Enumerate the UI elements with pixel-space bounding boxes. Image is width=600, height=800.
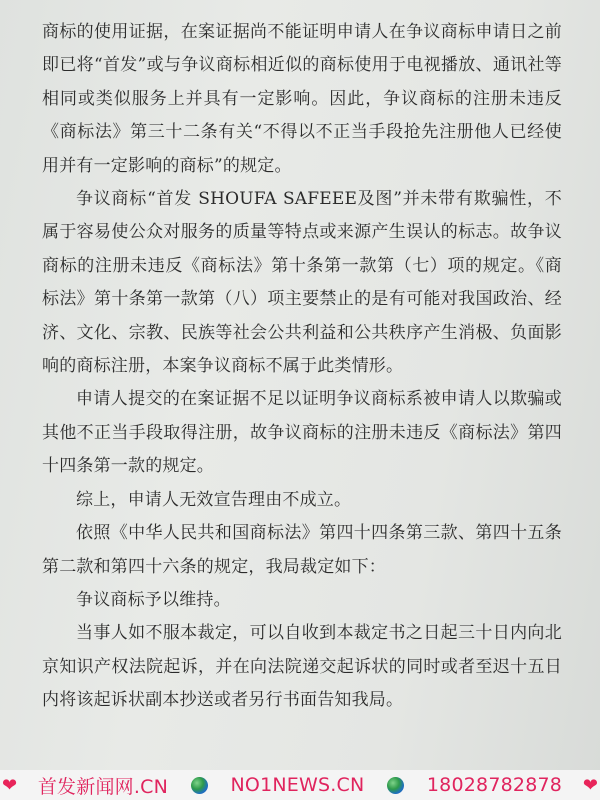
paragraph-6: 争议商标予以维持。	[76, 589, 231, 610]
watermark-footer	[0, 770, 600, 800]
paragraph-1: 商标的使用证据，在案证据尚不能证明申请人在争议商标申请日之前即已将“首发”或与争议商标相近似的商标使用于电视播放、通讯社等相同或类似服务上并具有一定影响。因此，争议商标的注册未违反《商标法》第三十二条有关“不得以不正当手段抢先注册他人已经使用并有一定影响的商标”的规定。	[42, 22, 562, 176]
paragraph-4: 综上，申请人无效宣告理由不成立。	[76, 489, 352, 510]
footer-site-name: 首发新闻网.CN	[37, 775, 168, 798]
footer-phone: 18028782878	[426, 774, 563, 796]
paragraph-3: 申请人提交的在案证据不足以证明争议商标系被申请人以欺骗或其他不正当手段取得注册，故争议商标的注册未违反《商标法》第四十四条第一款的规定。	[42, 389, 562, 477]
globe-icon	[191, 777, 208, 794]
heart-icon: ❤	[2, 774, 18, 796]
paragraph-2: 争议商标“首发 SHOUFA SAFEEE及图”并未带有欺骗性，不属于容易使公众对服务的质量等特点或来源产生误认的标志。故争议商标的注册未违反《商标法》第十条第一款第（七）项的规定。《商标法》第十条第一款第（八）项主要禁止的是有可能对我国政治、经济、文化、宗教、民族等社会公共利益和公共秩序产生消极、负面影响的商标注册，本案争议商标不属于此类情形。	[42, 189, 562, 377]
heart-icon: ❤	[582, 774, 598, 796]
paragraph-7: 当事人如不服本裁定，可以自收到本裁定书之日起三十日内向北京知识产权法院起诉，并在向法院递交起诉状的同时或者至迟十五日内将该起诉状副本抄送或者另行书面告知我局。	[42, 623, 562, 711]
globe-icon	[387, 777, 404, 794]
document-body	[42, 16, 562, 718]
paragraph-5: 依照《中华人民共和国商标法》第四十四条第三款、第四十五条第二款和第四十六条的规定，我局裁定如下：	[42, 523, 562, 577]
footer-domain: NO1NEWS.CN	[230, 774, 365, 796]
